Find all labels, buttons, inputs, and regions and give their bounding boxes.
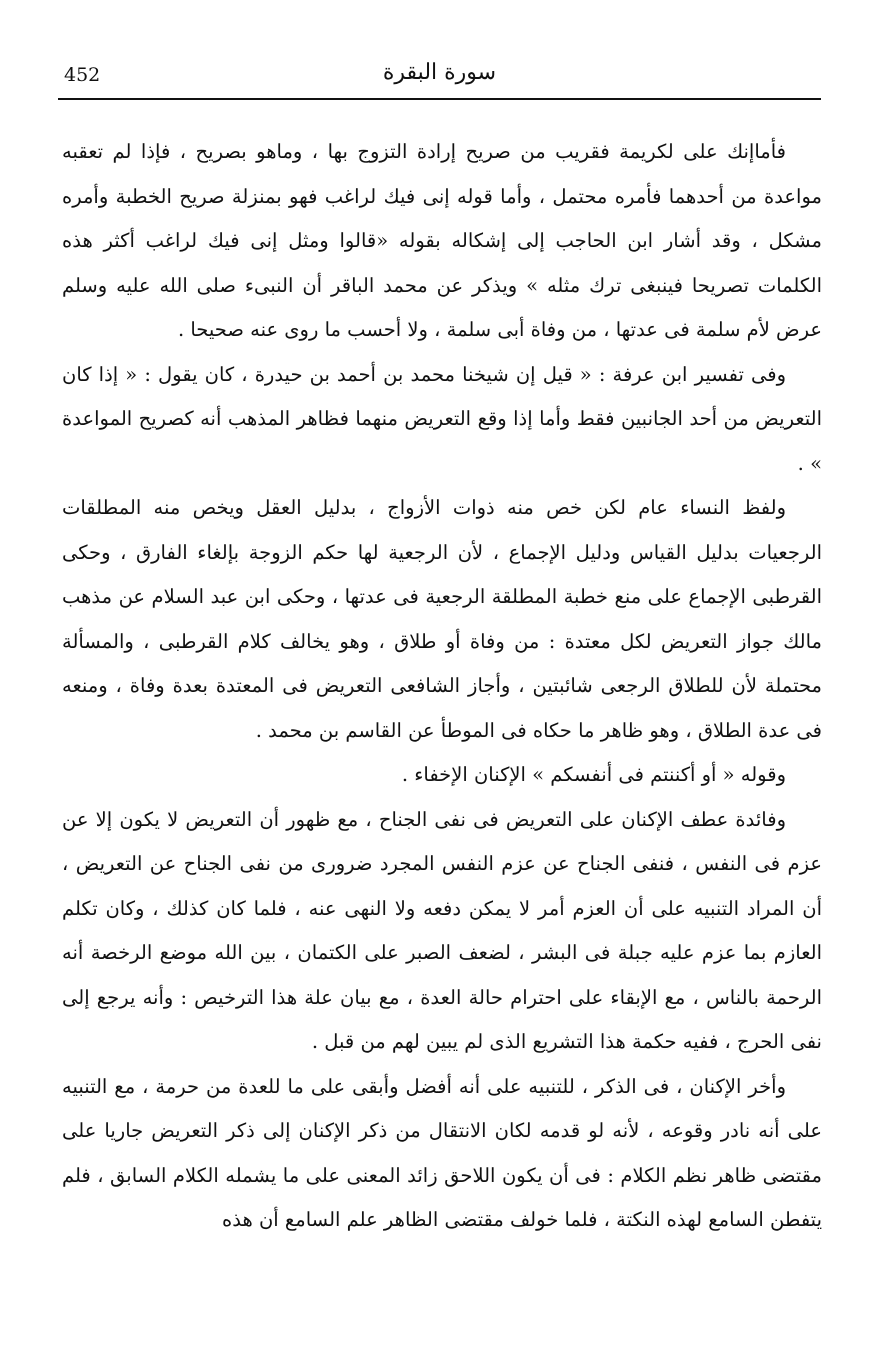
paragraph: وأخر الإكنان ، فى الذكر ، للتنبيه على أنه أفضل وأبقى على ما للعدة من حرمة ، مع التنبيه على أنه نادر وقوعه ، لأنه لو قدمه لكان الانتقال من ذكر الإكنان إلى ذكر التعريض جاريا على مقتضى ظاهر نظم الكلام : فى أن يكون اللاحق زائد المعنى على ما يشمله الكلام السابق ، فلم يتفطن السامع لهذه النكتة ، فلما خولف مقتضى الظاهر علم السامع أن هذه: [62, 1074, 822, 1231]
paragraph: فأماإنك على لكريمة فقريب من صريح إرادة التزوج بها ، وماهو بصريح ، فإذا لم تعقبه مواعدة من أحدهما فأمره محتمل ، وأما قوله إنى فيك لراغب فهو بمنزلة صريح الخطبة وأمره مشكل ، وقد أشار ابن الحاجب إلى إشكاله بقوله «قالوا ومثل إنى فيك لراغب أكثر هذه الكلمات تصريحا فينبغى ترك مثله » ويذكر عن محمد الباقر أن النبىء صلى الله عليه وسلم عرض لأم سلمة فى عدتها ، من وفاة أبى سلمة ، ولا أحسب ما روى عنه صحيحا .: [62, 140, 822, 341]
surah-title: سورة البقرة: [382, 60, 497, 85]
paragraph: وفائدة عطف الإكنان على التعريض فى نفى الجناح ، مع ظهور أن التعريض لا يكون إلا عن عزم فى النفس ، فنفى الجناح عن عزم النفس المجرد ضرورى من نفى الجناح عن التعريض ، أن المراد التنبيه على أن العزم أمر لا يمكن دفعه ولا النهى عنه ، فلما كان كذلك ، وكان تكلم العازم بما عزم عليه جبلة فى البشر ، لضعف الصبر على الكتمان ، بين الله موضع الرخصة أنه الرحمة بالناس ، مع الإبقاء على احترام حالة العدة ، مع بيان علة هذا الترخيص : وأنه يرجع إلى نفى الحرج ، ففيه حكمة هذا التشريع الذى لم يبين لهم من قبل .: [62, 807, 822, 1053]
paragraph: وقوله « أو أكننتم فى أنفسكم » الإكنان الإخفاء .: [401, 763, 786, 786]
page-header: [58, 58, 821, 100]
paragraph: وفى تفسير ابن عرفة : « قيل إن شيخنا محمد بن أحمد بن حيدرة ، كان يقول : « إذا كان التعريض من أحد الجانبين فقط وأما إذا وقع التعريض منهما فظاهر المذهب أنه كصريح المواعدة » .: [62, 362, 822, 475]
body-text: [62, 130, 822, 1243]
paragraph: ولفظ النساء عام لكن خص منه ذوات الأزواج ، بدليل العقل ويخص منه المطلقات الرجعيات بدليل القياس ودليل الإجماع ، لأن الرجعية لها حكم الزوجة بإلغاء الفارق ، وحكى القرطبى الإجماع على منع خطبة المطلقة الرجعية فى عدتها ، وحكى ابن عبد السلام عن مذهب مالك جواز التعريض لكل معتدة : من وفاة أو طلاق ، وهو يخالف كلام القرطبى ، والمسألة محتملة لأن للطلاق الرجعى شائبتين ، وأجاز الشافعى التعريض فى المعتدة بعدة وفاة ، ومنعه فى عدة الطلاق ، وهو ظاهر ما حكاه فى الموطأ عن القاسم بن محمد .: [62, 496, 822, 742]
page-number: 452: [64, 64, 101, 86]
